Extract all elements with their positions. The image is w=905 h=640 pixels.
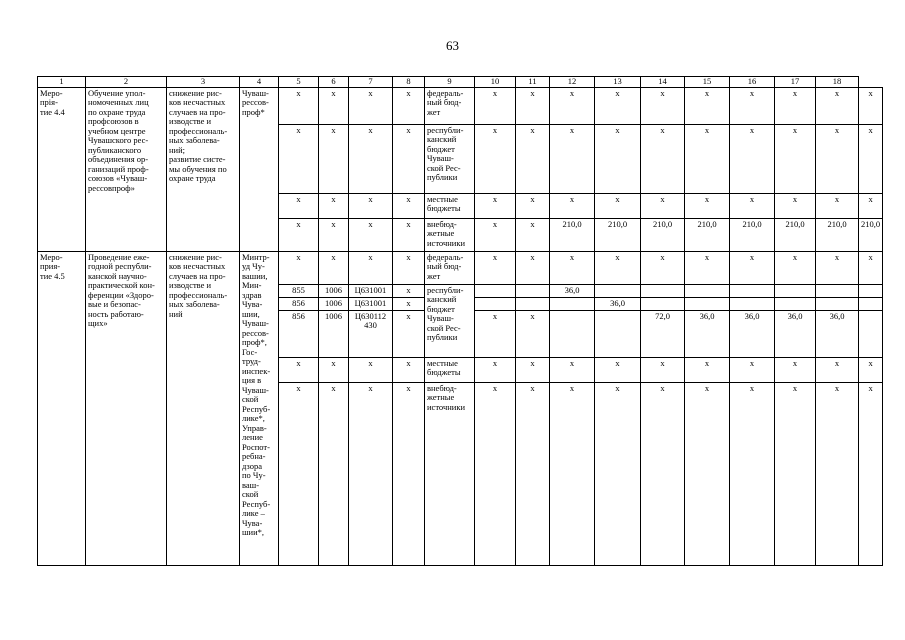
table-cell: x [816,382,859,565]
table-cell: x [550,193,595,218]
funding-source: республи- канский бюджет Чуваш- ской Рес- публики [425,284,475,357]
table-cell: 36,0 [730,310,775,357]
m45-row [38,251,883,284]
table-cell: x [393,284,425,297]
table-cell [775,284,816,297]
table-cell: x [279,357,319,382]
header-cell: 10 [475,77,516,88]
funding-source: местные бюджеты [425,193,475,218]
table-cell: x [475,87,516,124]
header-cell: 8 [393,77,425,88]
table-cell: x [685,357,730,382]
table-cell: x [279,124,319,193]
funding-source: местные бюджеты [425,357,475,382]
table-cell: x [816,357,859,382]
table-cell: x [595,87,641,124]
table-cell: x [775,357,816,382]
table-cell: x [685,251,730,284]
table-cell [641,297,685,310]
table-cell: x [775,382,816,565]
table-cell: x [475,310,516,357]
table-cell [730,284,775,297]
table-cell: x [319,124,349,193]
table-cell: x [349,193,393,218]
table-cell: x [816,193,859,218]
table-cell: 210,0 [641,218,685,251]
m44-row [38,87,883,124]
header-cell: 6 [319,77,349,88]
table-cell: x [475,251,516,284]
table-cell: x [775,251,816,284]
table-cell: x [393,357,425,382]
table-cell: x [279,251,319,284]
table-cell: x [641,87,685,124]
table-cell [595,310,641,357]
table-cell: x [859,251,883,284]
table-cell: x [550,124,595,193]
table-cell: x [319,357,349,382]
table-cell: x [475,124,516,193]
table-cell: x [550,87,595,124]
table-cell: x [393,382,425,565]
table-cell: x [730,87,775,124]
table-cell: x [393,87,425,124]
table-cell: x [641,357,685,382]
table-cell: x [393,124,425,193]
header-cell: 13 [595,77,641,88]
table-cell: x [319,218,349,251]
table-cell: x [349,357,393,382]
measure-id: Меро- прия- тие 4.5 [38,251,86,565]
header-cell: 4 [240,77,279,88]
measure-id: Меро- прія- тие 4.4 [38,87,86,251]
table-cell [641,284,685,297]
table-cell: 210,0 [550,218,595,251]
table-cell: x [516,87,550,124]
table-cell: x [475,382,516,565]
funding-source: внебюд- жетные источники [425,382,475,565]
table-cell [685,284,730,297]
header-cell: 16 [730,77,775,88]
table-cell [516,297,550,310]
table-cell [816,284,859,297]
table-cell: x [775,124,816,193]
table-cell [859,284,883,297]
table-cell: x [730,382,775,565]
table-cell: 36,0 [685,310,730,357]
table-cell: x [816,251,859,284]
table-cell [550,310,595,357]
table-cell [475,297,516,310]
measure-goal: снижение рис- ков несчастных случаев на про- изводстве и профессиональ- ных заболева- ний [167,251,240,565]
table-cell: x [475,193,516,218]
table-cell: x [516,193,550,218]
table-cell: x [816,124,859,193]
table-cell: x [859,193,883,218]
table-cell: x [685,193,730,218]
table-cell: x [393,251,425,284]
table-cell: x [859,357,883,382]
table-cell: x [595,382,641,565]
table-cell: x [475,218,516,251]
table-cell: 36,0 [550,284,595,297]
table-cell: x [279,193,319,218]
table-cell: x [475,357,516,382]
table-cell [516,284,550,297]
table-cell: 856 [279,297,319,310]
table-cell: 210,0 [685,218,730,251]
table-cell: x [279,218,319,251]
table-cell: Ц630112 430 [349,310,393,357]
table-cell: x [319,87,349,124]
table-cell: x [550,251,595,284]
table-cell: x [859,124,883,193]
table-cell: 1006 [319,310,349,357]
table-cell: x [516,357,550,382]
header-cell: 11 [516,77,550,88]
header-cell: 1 [38,77,86,88]
header-cell: 5 [279,77,319,88]
table-cell: x [550,357,595,382]
table-cell: x [730,251,775,284]
measure-executor: Минтр- уд Чу- вашии, Мин- здрав Чува- шии, Чуваш- рессов- проф*, Гос- труд- инспек- ция в Чуваш- ской Респуб- лике*, Управ- ление Роспот- ребна- дзора по Чу- ваш- ской Респуб- лике – Чува- шии*, [240,251,279,565]
header-cell: 18 [816,77,859,88]
table-cell: x [595,193,641,218]
header-cell: 17 [775,77,816,88]
table-cell: x [595,124,641,193]
header-cell: 14 [641,77,685,88]
header-cell: 12 [550,77,595,88]
header-cell: 15 [685,77,730,88]
table-cell: x [516,124,550,193]
table-cell: 1006 [319,297,349,310]
table-cell [775,297,816,310]
table-cell [730,297,775,310]
table-cell: 210,0 [730,218,775,251]
table-cell [859,297,883,310]
table-cell: x [775,87,816,124]
table-cell: x [730,357,775,382]
table-cell: x [349,382,393,565]
measure-name: Обучение упол- номоченных лиц по охране труда профсоюзов в учебном центре Чувашского рес- публиканского объединения ор- ганизаций проф- союзов «Чуваш- рессовпроф» [86,87,167,251]
table-cell: 72,0 [641,310,685,357]
table-cell: x [730,193,775,218]
table-cell: x [859,87,883,124]
table-cell: x [516,218,550,251]
table-cell: x [393,193,425,218]
table-cell: x [393,297,425,310]
table-cell [475,284,516,297]
table-cell: 210,0 [816,218,859,251]
table-cell: x [349,251,393,284]
table-cell: x [516,382,550,565]
table-cell: 855 [279,284,319,297]
table-cell: x [319,193,349,218]
table-cell: x [319,382,349,565]
table-cell: x [641,382,685,565]
table-cell: x [595,357,641,382]
table-cell: 36,0 [816,310,859,357]
table-cell: x [641,124,685,193]
table-cell: x [349,218,393,251]
funding-source: федераль- ный бюд- жет [425,251,475,284]
table-cell: x [319,251,349,284]
table-cell: 210,0 [595,218,641,251]
measure-executor: Чуваш- рессов- проф* [240,87,279,251]
table-cell: 856 [279,310,319,357]
header-cell: 7 [349,77,393,88]
table-cell [816,297,859,310]
header-cell: 9 [425,77,475,88]
funding-source: федераль- ный бюд- жет [425,87,475,124]
measure-name: Проведение еже- годной республи- канской научно- практической кон- ференции «Здоро- вые и безопас- ность работаю- щих» [86,251,167,565]
table-cell: x [393,310,425,357]
page-number: 63 [446,38,459,53]
table-cell: Ц631001 [349,284,393,297]
table-cell: 1006 [319,284,349,297]
table-cell: x [349,87,393,124]
table-cell: x [730,124,775,193]
table-cell: x [550,382,595,565]
table-cell [550,297,595,310]
table-cell: 210,0 [775,218,816,251]
table-cell [595,284,641,297]
budget-table [37,76,883,566]
funding-source: республи- канский бюджет Чуваш- ской Рес- публики [425,124,475,193]
table-cell: x [516,310,550,357]
table-cell: 210,0 [859,218,883,251]
table-cell [859,310,883,357]
table-cell: x [685,382,730,565]
header-cell: 2 [86,77,167,88]
measure-goal: снижение рис- ков несчастных случаев на про- изводстве и профессиональ- ных заболева- ний; развитие систе- мы обучения по охране труда [167,87,240,251]
table-cell: 36,0 [775,310,816,357]
table-cell [685,297,730,310]
header-cell: 3 [167,77,240,88]
funding-source: внебюд- жетные источники [425,218,475,251]
table-cell: x [641,193,685,218]
table-cell: x [516,251,550,284]
table-cell: x [279,382,319,565]
table-cell: x [349,124,393,193]
table-cell: x [859,382,883,565]
table-cell: x [775,193,816,218]
table-cell: Ц631001 [349,297,393,310]
table-cell: x [685,124,730,193]
table-cell: x [641,251,685,284]
table-cell: x [595,251,641,284]
header-row [38,77,883,88]
table-cell: x [685,87,730,124]
table-cell: x [816,87,859,124]
table-cell: x [393,218,425,251]
table-cell: 36,0 [595,297,641,310]
table-cell: x [279,87,319,124]
